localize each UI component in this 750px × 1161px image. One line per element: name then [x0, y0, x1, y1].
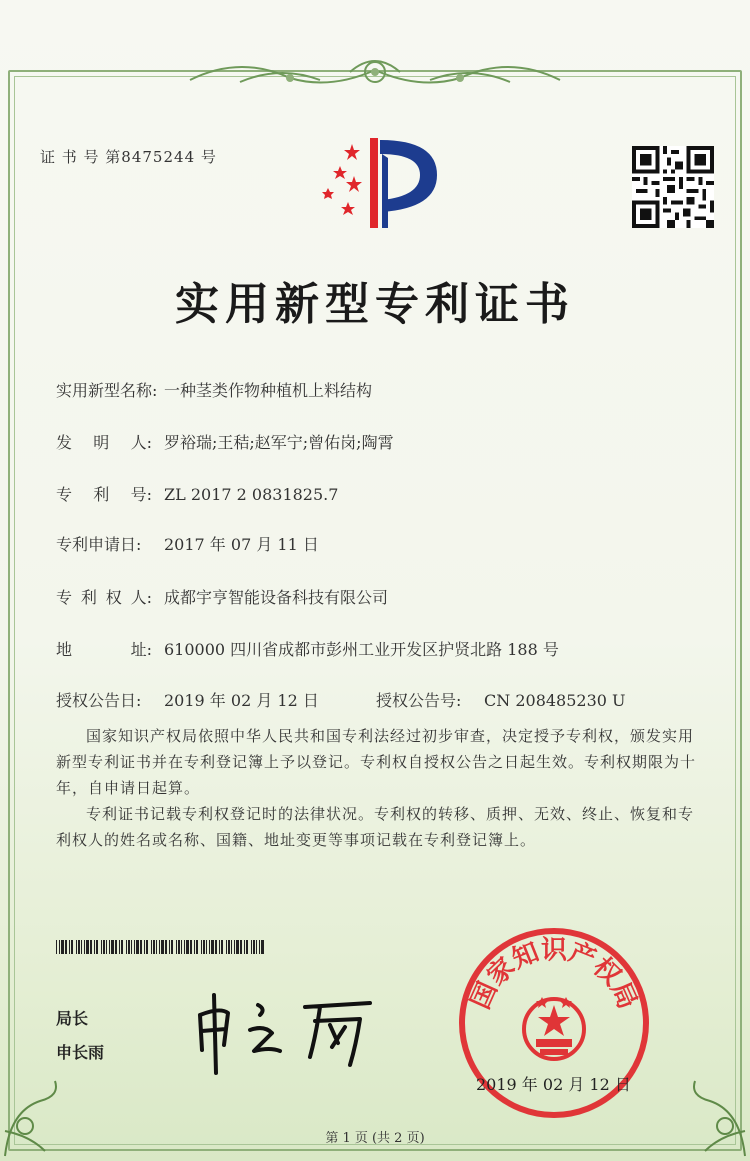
seal-text: 国家知识产权局: [465, 935, 643, 1014]
address-row: [56, 637, 559, 660]
patent-number-label: 专 利 号:: [56, 485, 152, 504]
utility-model-name-value: 一种茎类作物种植机上料结构: [164, 381, 373, 400]
grant-number-row: [376, 688, 626, 711]
top-ornament-icon: [180, 50, 570, 95]
director-signature-icon: [180, 985, 400, 1075]
filing-date-row: [56, 532, 319, 555]
grant-date-label: 授权公告日:: [56, 691, 142, 710]
qr-code-icon: [632, 146, 714, 228]
svg-text:国家知识产权局: [466, 936, 643, 1014]
grant-date-value: 2019 年 02 月 12 日: [164, 691, 319, 710]
patent-office-logo-icon: [312, 130, 444, 230]
patentee-value: 成都宇亨智能设备科技有限公司: [164, 588, 389, 607]
patentee-label: 专 利 权 人:: [56, 588, 152, 607]
address-label: 地 址:: [56, 640, 152, 659]
seal-date: 2019 年 02 月 12 日: [476, 1075, 631, 1094]
utility-model-name-row: [56, 378, 372, 401]
director-name: 申长雨: [56, 1043, 105, 1062]
address-value: 610000 四川省成都市彭州工业开发区护贤北路 188 号: [164, 640, 559, 659]
grant-number-value: CN 208485230 U: [484, 691, 626, 710]
certificate-number: 证 书 号 第8475244 号: [40, 148, 217, 166]
patent-number-value: ZL 2017 2 0831825.7: [164, 485, 339, 504]
patentee-row: [56, 585, 388, 608]
patent-number-row: [56, 482, 338, 505]
filing-date-label: 专利申请日:: [56, 535, 142, 554]
page-indicator: 第 1 页 (共 2 页): [325, 1131, 425, 1146]
director-title: 局长: [56, 1009, 89, 1028]
filing-date-value: 2017 年 07 月 11 日: [164, 535, 319, 554]
inventors-value: 罗裕瑞;王秸;赵军宁;曾佑岗;陶霄: [164, 433, 394, 452]
certificate-title: 实用新型专利证书: [175, 279, 575, 330]
grant-number-label: 授权公告号:: [376, 691, 462, 710]
statement-paragraph-2: 专利证书记载专利权登记时的法律状况。专利权的转移、质押、无效、终止、恢复和专利权人的姓名或名称、国籍、地址变更等事项记载在专利登记簿上。: [56, 805, 695, 849]
statement-paragraph-1: 国家知识产权局依照中华人民共和国专利法经过初步审查，决定授予专利权，颁发实用新型专利证书并在专利登记簿上予以登记。专利权自授权公告之日起生效。专利权期限为十年，自申请日起算。: [56, 727, 697, 797]
inventor-label: 发 明 人:: [56, 433, 152, 452]
utility-model-name-label: 实用新型名称:: [56, 381, 158, 400]
inventor-row: [56, 430, 394, 453]
barcode-icon: [56, 940, 266, 954]
grant-date-row: [56, 688, 319, 711]
